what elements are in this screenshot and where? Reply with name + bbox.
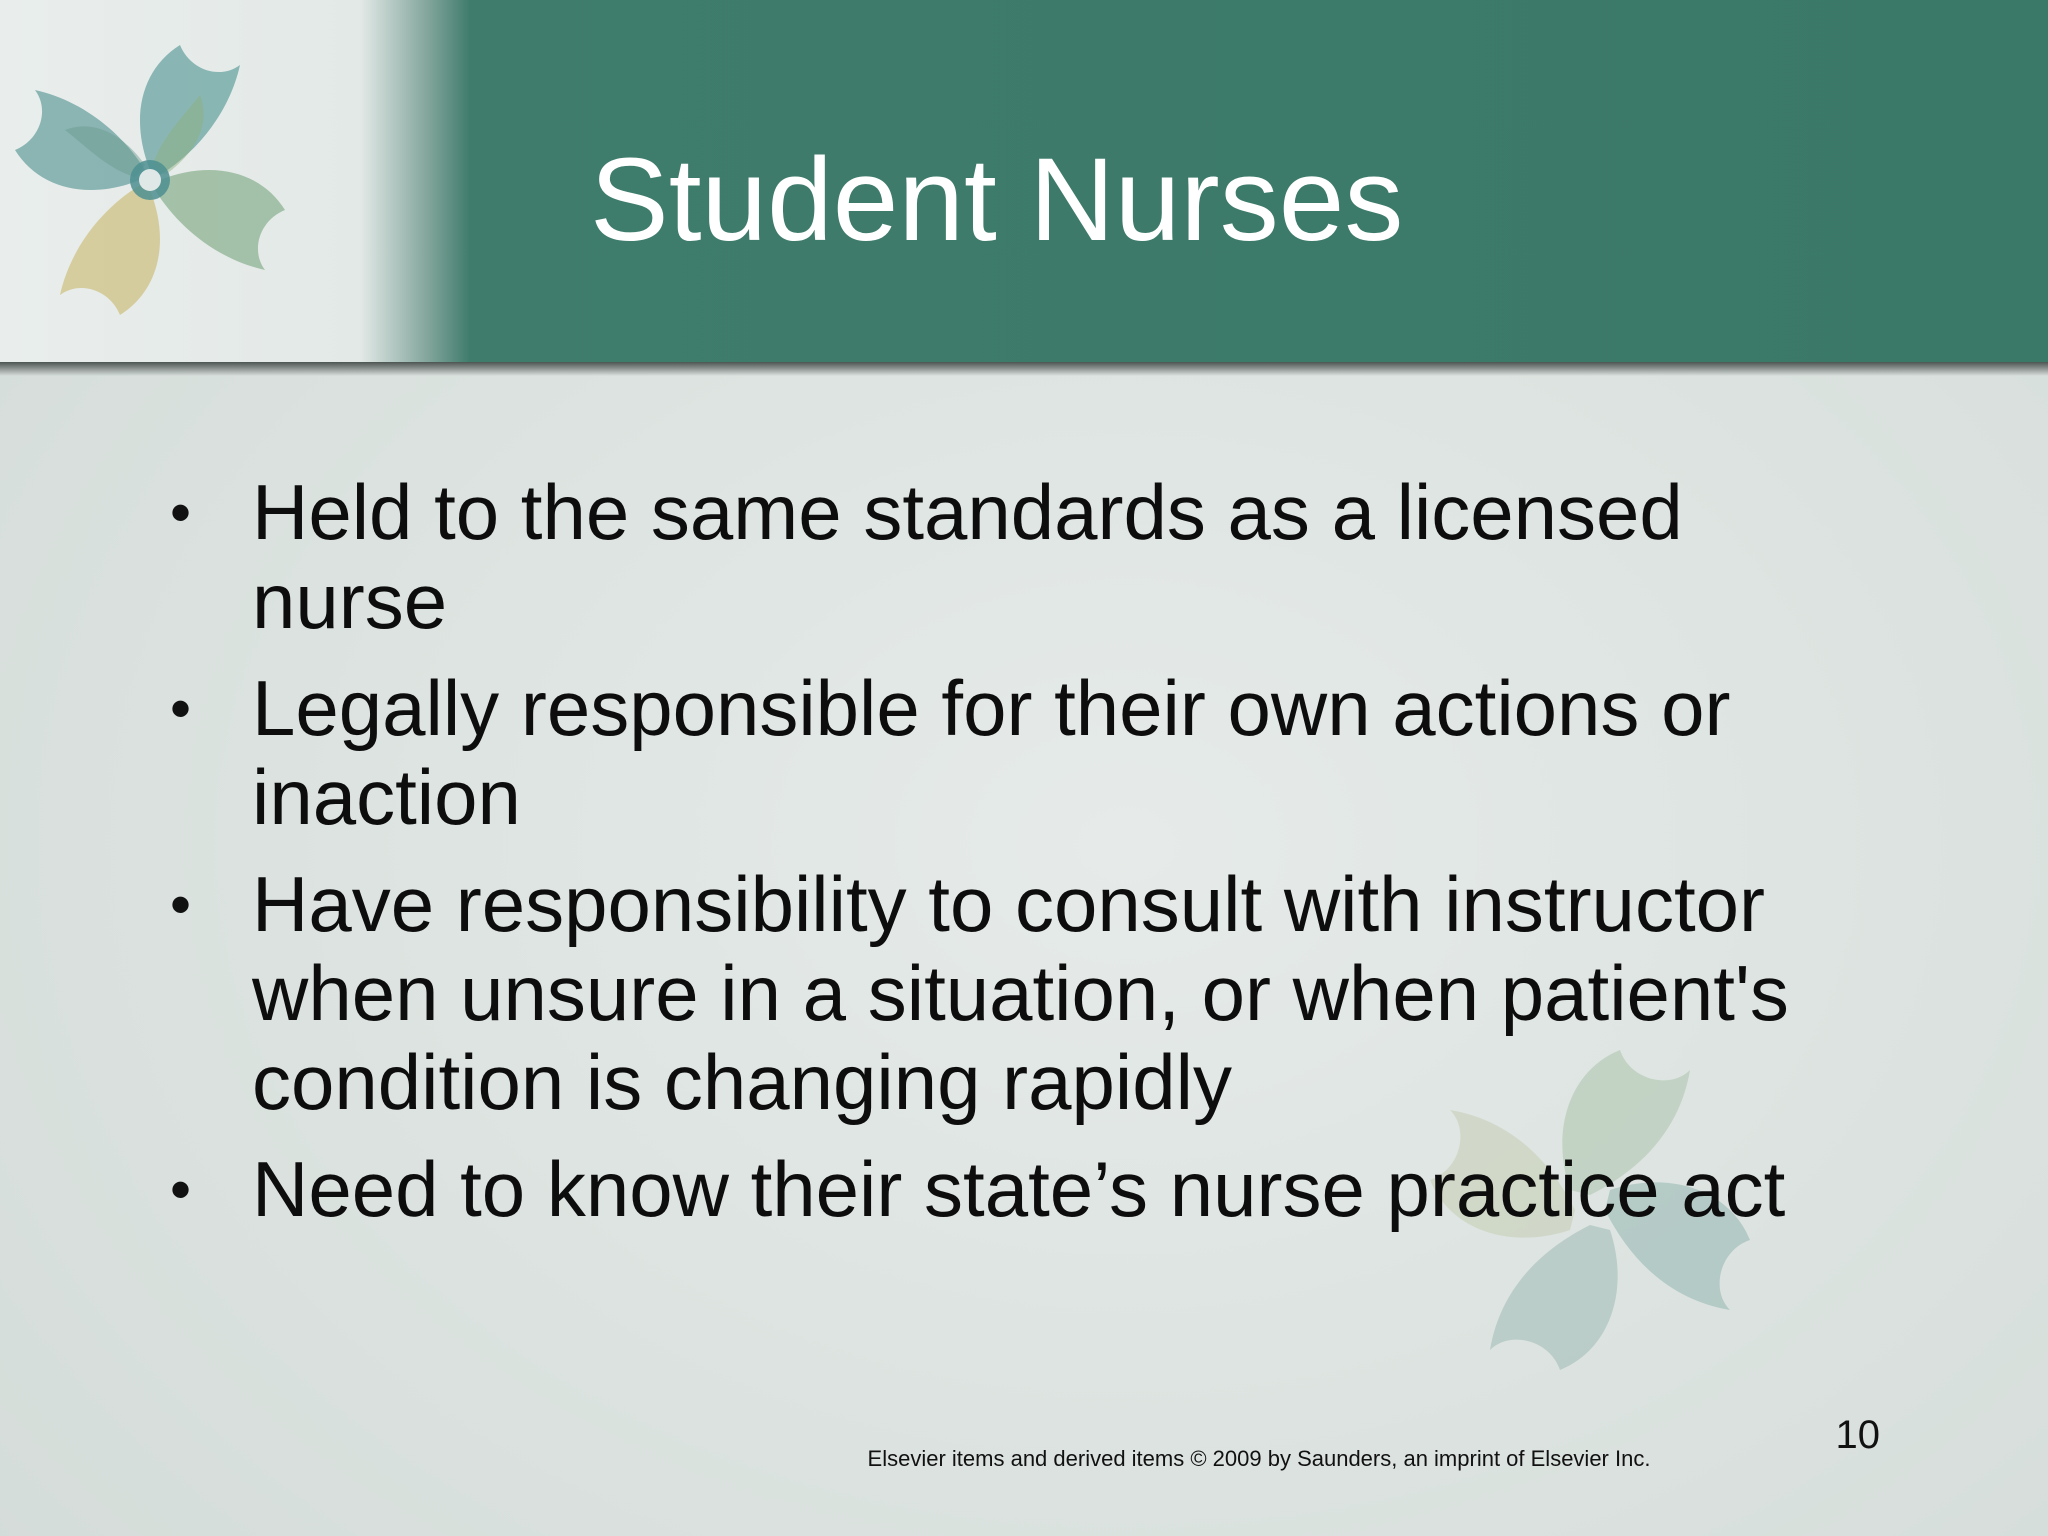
bullet-dot: • — [170, 871, 192, 938]
bullet-dot: • — [170, 675, 192, 742]
bullet-dot: • — [170, 479, 192, 546]
bullet-item — [170, 468, 1870, 646]
bullet-text: Have responsibility to consult with instructor when unsure in a situation, or when patient's condition is changing rapidly — [252, 860, 1789, 1126]
bullet-item — [170, 664, 1870, 842]
bullet-item — [170, 1145, 1870, 1234]
bullet-text: Held to the same standards as a licensed nurse — [252, 468, 1683, 645]
copyright-text: Elsevier items and derived items © 2009 by Saunders, an imprint of Elsevier Inc. — [867, 1446, 1651, 1471]
bullet-text: Legally responsible for their own actions or inaction — [252, 664, 1731, 841]
bullet-item — [170, 860, 1870, 1127]
copyright-footer — [0, 1445, 2048, 1473]
bullet-dot: • — [170, 1156, 192, 1223]
slide-title: Student Nurses — [590, 134, 1404, 266]
bullet-text: Need to know their state’s nurse practice act — [252, 1145, 1786, 1233]
bullet-list — [170, 468, 1870, 1252]
pinwheel-leaf-logo-icon — [0, 20, 310, 340]
page-number: 10 — [1835, 1413, 1880, 1457]
header-divider — [0, 362, 2048, 376]
